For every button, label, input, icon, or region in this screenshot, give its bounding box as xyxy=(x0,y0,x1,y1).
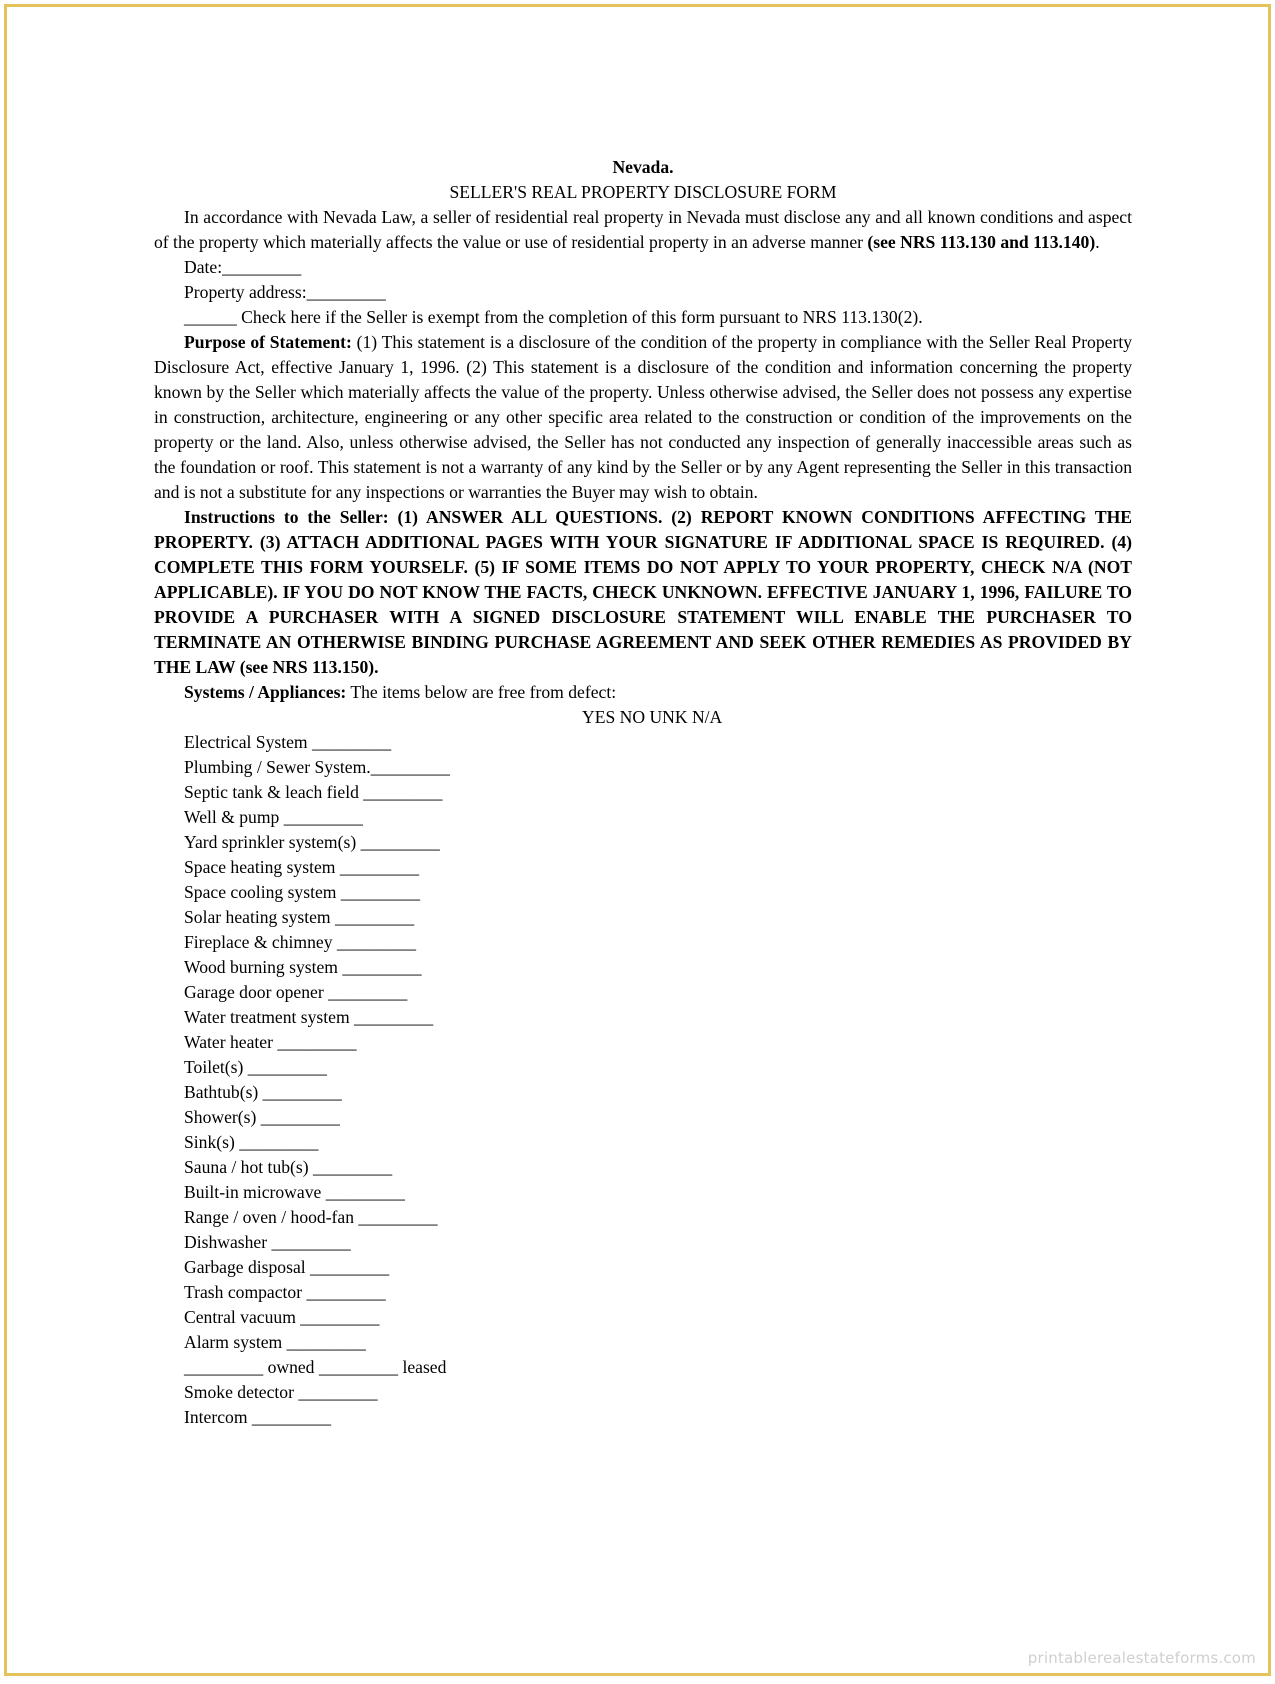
appliance-item[interactable]: Septic tank & leach field _________ xyxy=(184,782,443,802)
appliance-item[interactable]: Solar heating system _________ xyxy=(184,907,415,927)
appliance-item[interactable]: Yard sprinkler system(s) _________ xyxy=(184,832,440,852)
appliance-item[interactable]: Fireplace & chimney _________ xyxy=(184,932,417,952)
appliance-list xyxy=(154,730,1132,1430)
appliance-item[interactable]: Well & pump _________ xyxy=(184,807,363,827)
systems-text: The items below are free from defect: xyxy=(346,682,617,702)
purpose-label: Purpose of Statement: xyxy=(184,332,352,352)
appliance-item[interactable]: Alarm system _________ xyxy=(184,1332,366,1352)
purpose-text: (1) This statement is a disclosure of the condition of the property in compliance with the Seller Real Property Disclosure Act, effective January 1, 1996. (2) This statement is a disclosure of the condition and information concerning the property known by the Seller which materially affects the value of the property. Unless otherwise advised, the Seller does not possess any expertise in construction, architecture, engineering or any other specific area related to the construction or condition of the improvements on the property or the land. Also, unless otherwise advised, the Seller has not conducted any inspection of generally inaccessible areas such as the foundation or roof. This statement is not a warranty of any kind by the Seller or by any Agent representing the Seller in this transaction and is not a substitute for any inspections or warranties the Buyer may wish to obtain. xyxy=(154,332,1133,502)
property-address-field[interactable]: Property address:_________ xyxy=(184,282,386,302)
appliance-item[interactable]: _________ owned _________ leased xyxy=(184,1357,447,1377)
appliance-item[interactable]: Wood burning system _________ xyxy=(184,957,422,977)
intro-statute-ref: (see NRS 113.130 and 113.140) xyxy=(867,232,1096,252)
intro-paragraph xyxy=(154,205,1132,255)
date-field[interactable]: Date:_________ xyxy=(184,257,302,277)
appliance-item[interactable]: Garbage disposal _________ xyxy=(184,1257,390,1277)
exempt-checkbox-line[interactable]: ______ Check here if the Seller is exempt from the completion of this form pursuant to NRS 113.130(2). xyxy=(184,307,923,327)
appliance-item[interactable]: Bathtub(s) _________ xyxy=(184,1082,342,1102)
appliance-item[interactable]: Dishwasher _________ xyxy=(184,1232,351,1252)
appliance-item[interactable]: Space cooling system _________ xyxy=(184,882,421,902)
appliance-item[interactable]: Trash compactor _________ xyxy=(184,1282,386,1302)
appliance-item[interactable]: Range / oven / hood-fan _________ xyxy=(184,1207,438,1227)
instructions-paragraph: Instructions to the Seller: (1) ANSWER ALL QUESTIONS. (2) REPORT KNOWN CONDITIONS AFFECTING THE PROPERTY. (3) ATTACH ADDITIONAL PAGES WITH YOUR SIGNATURE IF ADDITIONAL SPACE IS REQUIRED. (4) COMPLETE THIS FORM YOURSELF. (5) IF SOME ITEMS DO NOT APPLY TO YOUR PROPERTY, CHECK N/A (NOT APPLICABLE). IF YOU DO NOT KNOW THE FACTS, CHECK UNKNOWN. EFFECTIVE JANUARY 1, 1996, FAILURE TO PROVIDE A PURCHASER WITH A SIGNED DISCLOSURE STATEMENT WILL ENABLE THE PURCHASER TO TERMINATE AN OTHERWISE BINDING PURCHASE AGREEMENT AND SEEK OTHER REMEDIES AS PROVIDED BY THE LAW (see NRS 113.150). xyxy=(154,507,1132,677)
appliance-item[interactable]: Smoke detector _________ xyxy=(184,1382,378,1402)
form-state-title: Nevada. xyxy=(612,157,674,177)
answer-columns-header: YES NO UNK N/A xyxy=(582,707,723,727)
appliance-item[interactable]: Built-in microwave _________ xyxy=(184,1182,405,1202)
appliance-item[interactable]: Water treatment system _________ xyxy=(184,1007,434,1027)
appliance-item[interactable]: Garage door opener _________ xyxy=(184,982,408,1002)
appliance-item[interactable]: Toilet(s) _________ xyxy=(184,1057,327,1077)
appliance-item[interactable]: Sauna / hot tub(s) _________ xyxy=(184,1157,393,1177)
form-title: SELLER'S REAL PROPERTY DISCLOSURE FORM xyxy=(449,182,837,202)
systems-label: Systems / Appliances: xyxy=(184,682,347,702)
appliance-item[interactable]: Intercom _________ xyxy=(184,1407,332,1427)
appliance-item[interactable]: Electrical System _________ xyxy=(184,732,392,752)
intro-text: In accordance with Nevada Law, a seller of residential real property in Nevada must disclose any and all known conditions and aspect of the property which materially affects the value or use of residential property in an adverse manner xyxy=(154,207,1132,252)
appliance-item[interactable]: Plumbing / Sewer System._________ xyxy=(184,757,450,777)
appliance-item[interactable]: Shower(s) _________ xyxy=(184,1107,340,1127)
appliance-item[interactable]: Sink(s) _________ xyxy=(184,1132,319,1152)
systems-heading xyxy=(154,680,1132,705)
footer-watermark: printablerealestateforms.com xyxy=(1027,1649,1256,1667)
intro-end: . xyxy=(1095,232,1100,252)
appliance-item[interactable]: Central vacuum _________ xyxy=(184,1307,380,1327)
appliance-item[interactable]: Water heater _________ xyxy=(184,1032,357,1052)
form-content xyxy=(154,155,1132,1430)
appliance-item[interactable]: Space heating system _________ xyxy=(184,857,420,877)
document-page xyxy=(4,4,1271,1676)
purpose-paragraph xyxy=(154,330,1132,505)
